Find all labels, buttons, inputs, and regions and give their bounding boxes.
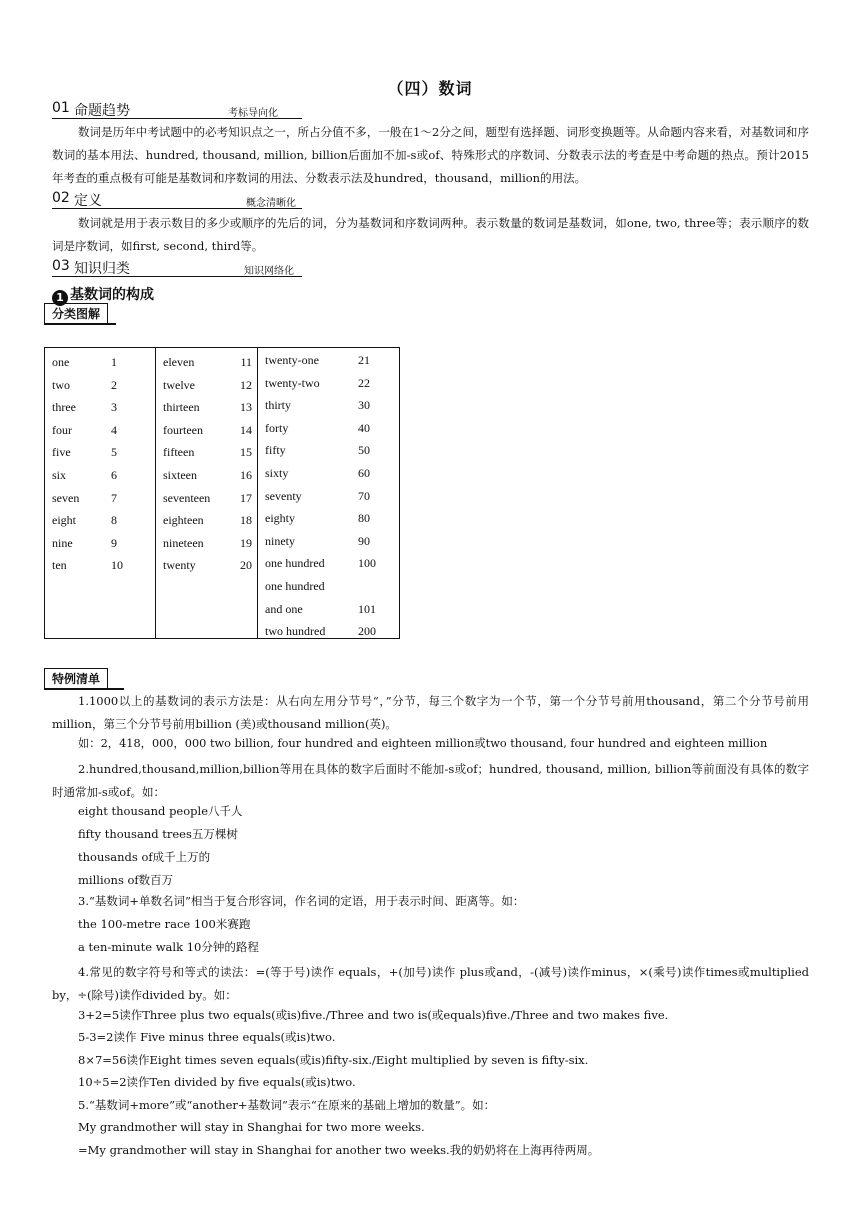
number-word: sixteen bbox=[163, 468, 197, 482]
number-value: 20 bbox=[240, 558, 252, 573]
section-subtitle: 概念清晰化 bbox=[246, 198, 296, 209]
section-number: 01 bbox=[52, 100, 70, 116]
number-word: eighty bbox=[265, 511, 295, 526]
table-row bbox=[45, 355, 155, 377]
number-value: 21 bbox=[358, 353, 370, 367]
number-value: 40 bbox=[358, 420, 370, 435]
table-row bbox=[45, 558, 155, 580]
note-3: 3.“基数词+单数名词”相当于复合形容词，作名词的定语，用于表示时间、距离等。如： bbox=[78, 894, 525, 908]
number-word: six bbox=[52, 468, 67, 482]
number-word: eight bbox=[52, 513, 76, 528]
number-word: seventeen bbox=[163, 490, 211, 505]
table-row bbox=[45, 468, 155, 490]
number-value: 8 bbox=[111, 513, 117, 528]
subheading-text: 基数词的构成 bbox=[70, 287, 154, 303]
number-word: thirty bbox=[265, 398, 291, 413]
number-word: fifty bbox=[265, 443, 286, 458]
number-word: two bbox=[52, 377, 70, 392]
number-word: one bbox=[52, 355, 70, 369]
table-column-tens bbox=[257, 348, 400, 638]
number-value: 9 bbox=[111, 535, 117, 550]
number-word: fourteen bbox=[163, 422, 203, 437]
number-word: sixty bbox=[265, 466, 289, 480]
table-row bbox=[45, 536, 155, 558]
number-word: fifteen bbox=[163, 445, 195, 460]
table-row bbox=[258, 466, 400, 488]
note-4-example-3: 8×7=56读作Eight times seven equals(或is)fifty-six./Eight multiplied by seven is fifty-six. bbox=[78, 1053, 589, 1067]
definition-paragraph: 数词就是用于表示数目的多少或顺序的先后的词，分为基数词和序数词两种。表示数量的数词是基数词，如one, two, three等；表示顺序的数词是序数词，如first, second, third等。 bbox=[52, 216, 809, 253]
note-4-example-4: 10÷5=2读作Ten divided by five equals(或is)two. bbox=[78, 1075, 356, 1089]
table-row bbox=[156, 423, 258, 445]
number-word: seven bbox=[52, 490, 80, 505]
number-word: ten bbox=[52, 558, 67, 573]
number-value: 14 bbox=[240, 422, 252, 437]
note-4: 4.常见的数字符号和等式的读法：=(等于号)读作 equals，+(加号)读作 plus或and，-(减号)读作minus，×(乘号)读作times或multiplied by，÷(除号)读作divided by。如： bbox=[52, 965, 809, 1002]
note-3-example-2: a ten-minute walk 10分钟的路程 bbox=[78, 940, 259, 954]
table-row bbox=[45, 378, 155, 400]
table-row bbox=[258, 556, 400, 578]
table-row bbox=[45, 491, 155, 513]
number-value: 10 bbox=[111, 558, 123, 573]
table-row bbox=[258, 443, 400, 465]
number-word: nine bbox=[52, 535, 73, 550]
note-5-example-1: My grandmother will stay in Shanghai for two more weeks. bbox=[78, 1120, 425, 1134]
table-row bbox=[258, 511, 400, 533]
number-value: 50 bbox=[358, 443, 370, 458]
number-value: 1 bbox=[111, 355, 117, 369]
note-1: 1.1000以上的基数词的表示方法是：从右向左用分节号“，”分节，每三个数字为一个节，第一个分节号前用thousand，第二个分节号前用million，第三个分节号前用billion (美)或thousand million(英)。 bbox=[52, 694, 809, 731]
table-row bbox=[258, 534, 400, 556]
table-row bbox=[156, 491, 258, 513]
number-value: 4 bbox=[111, 422, 117, 437]
number-value: 100 bbox=[358, 556, 376, 571]
number-value: 101 bbox=[358, 601, 376, 616]
note-5-example-2: =My grandmother will stay in Shanghai for another two weeks.我的奶奶将在上海再待两周。 bbox=[78, 1143, 600, 1157]
number-value: 6 bbox=[111, 468, 117, 482]
number-value: 70 bbox=[358, 488, 370, 503]
table-row bbox=[156, 445, 258, 467]
number-word: three bbox=[52, 400, 76, 415]
number-value: 7 bbox=[111, 490, 117, 505]
table-row bbox=[45, 513, 155, 535]
section-name: 定义 bbox=[74, 193, 102, 209]
table-row bbox=[258, 353, 400, 375]
number-word: twelve bbox=[163, 377, 195, 392]
number-value: 5 bbox=[111, 445, 117, 460]
table-row bbox=[156, 355, 258, 377]
number-word: thirteen bbox=[163, 400, 200, 415]
table-row bbox=[258, 624, 400, 646]
table-row bbox=[156, 378, 258, 400]
number-word: and one bbox=[265, 601, 303, 616]
number-word: eleven bbox=[163, 355, 195, 369]
note-2-example-4: millions of数百万 bbox=[78, 873, 174, 887]
table-row bbox=[258, 579, 400, 601]
number-value: 90 bbox=[358, 533, 370, 548]
number-word: four bbox=[52, 422, 72, 437]
number-word: twenty-two bbox=[265, 375, 320, 390]
number-value: 2 bbox=[111, 377, 117, 392]
number-word: twenty-one bbox=[265, 353, 319, 367]
table-row bbox=[156, 513, 258, 535]
table-row bbox=[156, 536, 258, 558]
number-word: twenty bbox=[163, 558, 196, 573]
number-value: 16 bbox=[240, 468, 252, 482]
number-value: 13 bbox=[240, 400, 252, 415]
note-2-example-3: thousands of成千上万的 bbox=[78, 850, 211, 864]
number-value: 17 bbox=[240, 490, 252, 505]
cardinal-number-table bbox=[44, 347, 400, 639]
table-row bbox=[258, 421, 400, 443]
table-row bbox=[45, 423, 155, 445]
note-2-example-1: eight thousand people八千人 bbox=[78, 804, 243, 818]
table-column-1-10 bbox=[45, 348, 155, 638]
section-heading-knowledge bbox=[52, 258, 302, 277]
section-subtitle: 考标导向化 bbox=[228, 108, 278, 119]
table-row bbox=[156, 400, 258, 422]
number-word: seventy bbox=[265, 488, 302, 503]
section-name: 命题趋势 bbox=[74, 103, 130, 119]
section-name: 知识归类 bbox=[74, 261, 130, 277]
number-word: forty bbox=[265, 420, 289, 435]
circled-number-icon: 1 bbox=[52, 290, 68, 306]
diagram-label-underline bbox=[44, 323, 116, 325]
note-2: 2.hundred,thousand,million,billion等用在具体的数字后面时不能加-s或of；hundred, thousand, million, billion等前面没有具体的数字时通常加-s或of。如： bbox=[52, 762, 809, 799]
note-1-example: 如：2，418，000，000 two billion, four hundred and eighteen million或two thousand, four hundred and eighteen million bbox=[78, 737, 768, 750]
section-heading-definition bbox=[52, 190, 302, 209]
number-value: 18 bbox=[240, 513, 252, 528]
table-row bbox=[258, 602, 400, 624]
table-row bbox=[258, 398, 400, 420]
number-word: nineteen bbox=[163, 535, 204, 550]
note-4-example-2: 5-3=2读作 Five minus three equals(或is)two. bbox=[78, 1030, 336, 1044]
table-row bbox=[45, 400, 155, 422]
number-value: 22 bbox=[358, 375, 370, 390]
number-value: 19 bbox=[240, 535, 252, 550]
number-word: eighteen bbox=[163, 513, 204, 528]
section-heading-trend bbox=[52, 100, 302, 119]
table-row bbox=[45, 445, 155, 467]
table-row bbox=[156, 558, 258, 580]
number-value: 3 bbox=[111, 400, 117, 415]
table-row bbox=[156, 468, 258, 490]
section-subtitle: 知识网络化 bbox=[244, 266, 294, 277]
diagram-label: 分类图解 bbox=[44, 303, 108, 325]
number-value: 60 bbox=[358, 466, 370, 480]
table-row bbox=[258, 376, 400, 398]
number-value: 30 bbox=[358, 398, 370, 413]
number-value: 11 bbox=[240, 355, 252, 369]
trend-paragraph: 数词是历年中考试题中的必考知识点之一，所占分值不多，一般在1～2分之间，题型有选择题、词形变换题等。从命题内容来看，对基数词和序数词的基本用法、hundred, thousand, million, billion后面加不加-s或of、特殊形式的序数词、分数表示法的考查是中考命题的热点。预计2015年考查的重点极有可能是基数词和序数词的用法、分数表示法及hundred，thousand，million的用法。 bbox=[52, 125, 809, 185]
note-5: 5.“基数词+more”或“another+基数词”表示“在原来的基础上增加的数量”。如： bbox=[78, 1098, 496, 1112]
number-value: 80 bbox=[358, 511, 370, 526]
table-column-11-20 bbox=[155, 348, 258, 638]
special-cases-label: 特例清单 bbox=[44, 668, 108, 690]
table-row bbox=[258, 489, 400, 511]
number-value: 200 bbox=[358, 624, 376, 639]
number-word: one hundred bbox=[265, 556, 325, 571]
note-4-example-1: 3+2=5读作Three plus two equals(或is)five./Three and two is(或equals)five./Three and two makes five. bbox=[78, 1008, 669, 1022]
note-3-example-1: the 100-metre race 100米赛跑 bbox=[78, 917, 251, 931]
note-2-example-2: fifty thousand trees五万棵树 bbox=[78, 827, 238, 841]
section-number: 02 bbox=[52, 190, 70, 206]
number-word: five bbox=[52, 445, 71, 460]
section-number: 03 bbox=[52, 258, 70, 274]
number-word: two hundred bbox=[265, 624, 326, 639]
number-word: one hundred bbox=[265, 579, 325, 593]
page-title: （四）数词 bbox=[387, 79, 473, 98]
number-value: 12 bbox=[240, 377, 252, 392]
number-value: 15 bbox=[240, 445, 252, 460]
number-word: ninety bbox=[265, 533, 295, 548]
